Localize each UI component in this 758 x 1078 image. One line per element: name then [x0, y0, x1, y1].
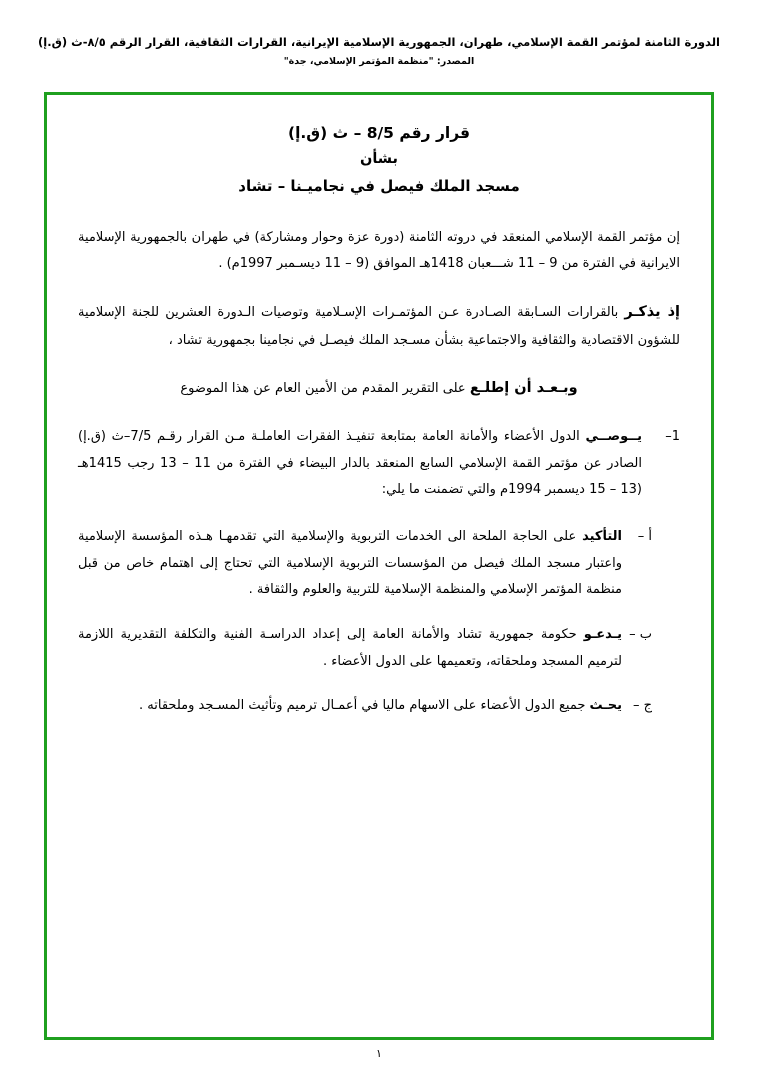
after-text: على التقرير المقدم من الأمين العام عن هذا الموضوع	[180, 381, 470, 397]
sub-item-a-lead: التأكيد	[582, 529, 622, 545]
preamble-paragraph: إن مؤتمر القمة الإسلامي المنعقد في دروته الثامنة (دورة عزة وحوار ومشاركة) في طهران بالجمهورية الإسلامية الايرانية في الفترة من 9 – 11 شـــعبان 1418هـ الموافق (9 – 11 ديسـمبر 1997م) .	[78, 229, 680, 272]
operative-item-1-lead: يــوصــي	[585, 429, 642, 445]
sub-item-b	[78, 622, 680, 675]
sub-item-b-text: حكومة جمهورية تشاد والأمانة العامة إلى إعداد الدراسـة الفنية والتكلفة التقديرية اللازمة لترميم المسجد وملحقاته، وتعميمها على الدول الأعضاء .	[78, 626, 622, 669]
document-content	[78, 120, 680, 738]
sub-item-a-text: على الحاجة الملحة الى الخدمات التربوية والإسلامية التي تقدمهـا هـذه المؤسسة الإسلامية واعتبار مسجد الملك فيصل من المؤسسات التربوية الإسلامية التي تحتاج إلى اهتمام خاص من قبل منظمة المؤتمر الإسلامي والمنظمة الإسلامية للتربية والعلوم والثقافة .	[78, 529, 622, 598]
header-source-line: المصدر: "منظمة المؤتمر الإسلامي، جدة"	[283, 56, 475, 68]
sub-item-c-label: ج –	[632, 698, 652, 714]
sub-item-a	[78, 524, 680, 604]
after-report-paragraph	[78, 374, 680, 404]
recall-text: بالقرارات السـابقة الصـادرة عـن المؤتمـرات الإسـلامية وتوصيات الـدورة العشرين للجنة الإسلامية للشؤون الاقتصادية والثقافية والاجتماعية بشأن مسـجد الملك فيصـل في نجامينا بجمهورية تشاد ،	[78, 305, 680, 348]
sub-item-a-label: أ –	[637, 529, 652, 545]
sub-item-c-body	[78, 693, 622, 720]
recall-paragraph	[78, 298, 680, 354]
recall-lead: إذ يذكـر	[624, 304, 680, 321]
header-title-line: الدورة الثامنة لمؤتمر القمة الإسلامي، طهران، الجمهورية الإسلامية الإيرانية، القرارات الثقافية، القرار الرقم ٨/٥-ث (ق.إ)	[38, 35, 720, 49]
resolution-number: قرار رقم 8/5 – ث (ق.إ)	[287, 124, 471, 142]
sub-item-a-body	[78, 524, 622, 604]
resolution-subject: مسجد الملك فيصل في نجاميـنا – تشاد	[238, 176, 520, 195]
document-header	[0, 34, 758, 67]
after-lead: وبـعـد أن إطلـع	[469, 380, 578, 397]
page-number: ١	[376, 1047, 382, 1060]
sub-item-c-text: جميع الدول الأعضاء على الاسهام ماليا في أعمـال ترميم وتأثيث المسـجد وملحقاته .	[139, 698, 590, 714]
operative-item-1-text: الدول الأعضاء والأمانة العامة بمتابعة تنفيـذ الفقرات العاملـة مـن القرار رقـم 7/5–ث (ق.إ) الصادر عن مؤتمر القمة الإسلامي السابع المنعقد بالدار البيضاء في الفترة من 11 – 13 رجب 1415هـ (13 – 15 ديسمبر 1994م والتي تضمنت ما يلي:	[78, 429, 643, 498]
operative-item-1	[78, 424, 680, 504]
sub-item-c	[78, 693, 680, 720]
sub-item-b-body	[78, 622, 622, 675]
resolution-title-block	[78, 120, 680, 199]
resolution-subject-label: بشأن	[359, 151, 399, 168]
sub-item-c-lead: يحـث	[589, 698, 622, 714]
sub-item-b-lead: يـدعـو	[583, 626, 622, 642]
operative-item-1-body	[78, 424, 642, 504]
operative-item-1-number: 1–	[665, 429, 680, 445]
sub-item-b-label: ب –	[629, 626, 652, 642]
